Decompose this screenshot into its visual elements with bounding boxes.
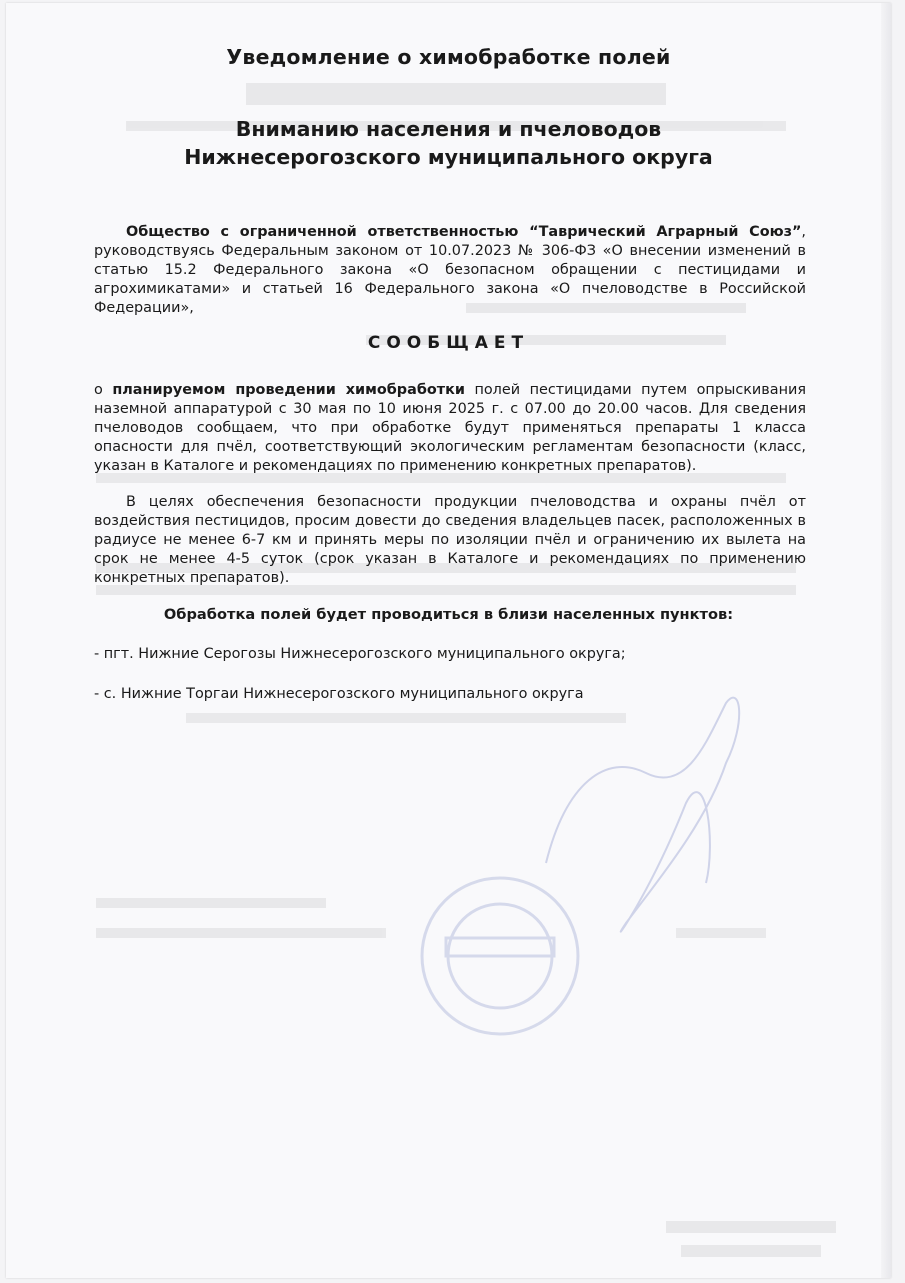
location-item: - пгт. Нижние Серогозы Нижнесерогозского муниципального округа; (94, 646, 626, 662)
subtitle-line-2: Нижнесерогозского муниципального округа (184, 145, 713, 169)
subtitle-line-1: Вниманию населения и пчеловодов (235, 117, 662, 141)
bleed-heading-mark (246, 83, 666, 105)
document-title: Уведомление о химобработке полей (226, 45, 671, 69)
stamp-outer-ring (422, 878, 578, 1034)
treatment-highlight: планируемом проведении химобработки (112, 382, 465, 398)
bleed-line-mark (676, 928, 766, 938)
safety-paragraph: В целях обеспечения безопасности продукции пчеловодства и охраны пчёл от воздействия пестицидов, просим довести до сведения владельцев пасек, расположенных в радиусе не менее 6-7 км и принять меры по изоляции пчёл и ограничению их вылета на срок не менее 4-5 суток (срок указан в Каталоге и рекомендациях по применению конкретных препаратов). (94, 494, 806, 586)
announce-heading: СООБЩАЕТ (367, 333, 530, 353)
treatment-paragraph (94, 381, 806, 476)
bleed-through-marks (6, 3, 891, 1278)
intro-paragraph (94, 223, 806, 318)
bleed-line-mark (96, 928, 386, 938)
signature-mark (546, 698, 739, 932)
stamp-center-band (446, 938, 554, 956)
intro-paragraph-text: , руководствуясь Федеральным законом от 10.07.2023 № 306-ФЗ «О внесении изменений в статью 15.2 Федерального закона «О безопасном обращении с пестицидами и агрохимикатами» и статьей 16 Федерального закона «О пчеловодстве в Российской Федерации», (94, 224, 806, 316)
document-subtitle (6, 115, 891, 171)
treatment-prefix: о (94, 382, 113, 398)
location-item: - с. Нижние Торгаи Нижнесерогозского муниципального округа (94, 686, 584, 702)
bleed-line-mark (681, 1245, 821, 1257)
bleed-line-mark (186, 713, 626, 723)
locations-heading: Обработка полей будет проводиться в близи населенных пунктов: (163, 606, 734, 623)
bleed-line-mark (96, 898, 326, 908)
document-page (6, 3, 891, 1278)
organization-name: Общество с ограниченной ответственностью “Таврический Аграрный Союз” (126, 224, 802, 240)
stamp-inner-ring (448, 904, 552, 1008)
page-edge (881, 3, 891, 1278)
bleed-line-mark (666, 1221, 836, 1233)
treatment-paragraph-text: полей пестицидами путем опрыскивания наземной аппаратурой с 30 мая по 10 июня 2025 г. с 07.00 до 20.00 часов. Для сведения пчеловодов сообщаем, что при обработке будут применяться препараты 1 класса опасности для пчёл, соответствующий экологическим регламентам безопасности (класс, указан в Каталоге и рекомендациях по применению конкретных препаратов). (94, 382, 806, 474)
